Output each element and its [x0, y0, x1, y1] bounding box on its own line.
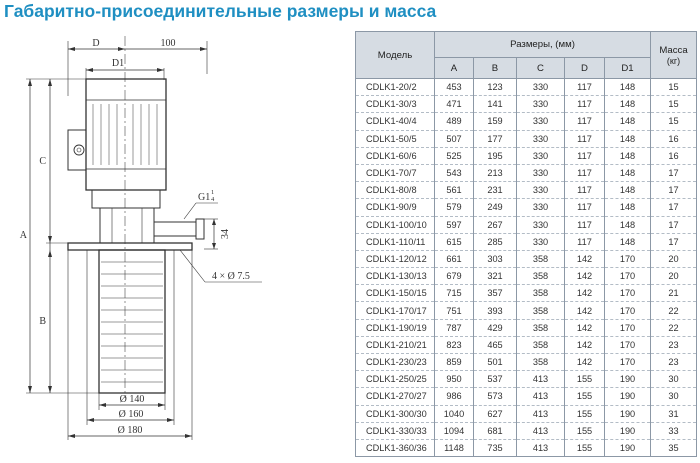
header-model: Модель	[356, 32, 435, 79]
cell-d: 155	[565, 388, 605, 405]
cell-d1: 190	[605, 439, 651, 456]
header-dimensions: Размеры, (мм)	[435, 32, 651, 58]
table-row	[356, 354, 697, 371]
cell-mass: 17	[651, 182, 697, 199]
cell-b: 357	[474, 285, 517, 302]
cell-a: 471	[435, 96, 474, 113]
cell-c: 330	[517, 233, 565, 250]
cell-model: CDLK1-30/3	[356, 96, 435, 113]
cell-a: 751	[435, 302, 474, 319]
cell-model: CDLK1-60/6	[356, 147, 435, 164]
motor-body	[86, 79, 166, 190]
cell-mass: 17	[651, 199, 697, 216]
table-row	[356, 285, 697, 302]
cell-a: 859	[435, 354, 474, 371]
cell-d: 117	[565, 96, 605, 113]
cell-b: 177	[474, 130, 517, 147]
cell-model: CDLK1-360/36	[356, 439, 435, 456]
cell-mass: 30	[651, 371, 697, 388]
cell-d1: 170	[605, 250, 651, 267]
spec-table	[355, 31, 697, 457]
cell-model: CDLK1-70/7	[356, 164, 435, 181]
dim-label-d1: D1	[111, 58, 125, 69]
spec-table-body	[356, 79, 697, 457]
cell-d: 117	[565, 216, 605, 233]
cell-d1: 170	[605, 268, 651, 285]
outlet-pipe	[154, 222, 196, 236]
cell-a: 823	[435, 336, 474, 353]
cell-d1: 148	[605, 164, 651, 181]
dim-label-holes: 4 × Ø 7.5	[212, 271, 250, 282]
cell-d1: 170	[605, 336, 651, 353]
table-row	[356, 130, 697, 147]
cell-a: 787	[435, 319, 474, 336]
cell-model: CDLK1-170/17	[356, 302, 435, 319]
cell-a: 543	[435, 164, 474, 181]
cell-d: 117	[565, 182, 605, 199]
cell-a: 1094	[435, 422, 474, 439]
cell-d1: 148	[605, 130, 651, 147]
cell-c: 358	[517, 268, 565, 285]
cell-d1: 148	[605, 96, 651, 113]
table-row	[356, 164, 697, 181]
cell-mass: 15	[651, 96, 697, 113]
cell-c: 413	[517, 405, 565, 422]
cell-d1: 148	[605, 233, 651, 250]
cell-c: 358	[517, 285, 565, 302]
cell-model: CDLK1-40/4	[356, 113, 435, 130]
cell-a: 986	[435, 388, 474, 405]
header-c: C	[517, 58, 565, 79]
cell-b: 681	[474, 422, 517, 439]
cell-d1: 190	[605, 422, 651, 439]
table-row	[356, 388, 697, 405]
table-row	[356, 96, 697, 113]
cell-mass: 16	[651, 147, 697, 164]
cell-model: CDLK1-300/30	[356, 405, 435, 422]
cell-c: 358	[517, 336, 565, 353]
cell-d1: 148	[605, 147, 651, 164]
table-row	[356, 79, 697, 96]
cell-d: 142	[565, 336, 605, 353]
cell-model: CDLK1-80/8	[356, 182, 435, 199]
cell-mass: 17	[651, 216, 697, 233]
cell-d: 117	[565, 147, 605, 164]
cell-b: 537	[474, 371, 517, 388]
cell-d1: 148	[605, 216, 651, 233]
table-row	[356, 371, 697, 388]
cell-c: 358	[517, 354, 565, 371]
cell-b: 393	[474, 302, 517, 319]
cell-model: CDLK1-100/10	[356, 216, 435, 233]
dim-label-d: D	[92, 38, 100, 49]
cell-d: 117	[565, 113, 605, 130]
cell-c: 358	[517, 250, 565, 267]
cell-d1: 170	[605, 302, 651, 319]
cell-model: CDLK1-90/9	[356, 199, 435, 216]
table-row	[356, 182, 697, 199]
cell-mass: 35	[651, 439, 697, 456]
cell-b: 321	[474, 268, 517, 285]
cell-d: 117	[565, 164, 605, 181]
cell-a: 597	[435, 216, 474, 233]
table-row	[356, 302, 697, 319]
dim-label-a: A	[19, 230, 27, 241]
cell-mass: 17	[651, 233, 697, 250]
table-row	[356, 268, 697, 285]
table-row	[356, 439, 697, 456]
table-row	[356, 319, 697, 336]
cell-b: 735	[474, 439, 517, 456]
table-row	[356, 405, 697, 422]
cell-c: 330	[517, 96, 565, 113]
mounting-flange	[68, 243, 192, 250]
cell-d: 142	[565, 354, 605, 371]
cell-d1: 148	[605, 199, 651, 216]
cell-d: 142	[565, 285, 605, 302]
cell-a: 950	[435, 371, 474, 388]
cell-b: 465	[474, 336, 517, 353]
table-row	[356, 250, 697, 267]
cell-a: 561	[435, 182, 474, 199]
cell-a: 715	[435, 285, 474, 302]
cell-mass: 21	[651, 285, 697, 302]
page-title: Габаритно-присоединительные размеры и масса	[4, 1, 437, 21]
cell-b: 573	[474, 388, 517, 405]
cell-mass: 23	[651, 354, 697, 371]
header-a: A	[435, 58, 474, 79]
dim-label-b: B	[39, 316, 46, 327]
cell-a: 507	[435, 130, 474, 147]
cell-model: CDLK1-120/12	[356, 250, 435, 267]
table-row	[356, 113, 697, 130]
cell-b: 429	[474, 319, 517, 336]
cell-mass: 22	[651, 319, 697, 336]
cell-model: CDLK1-230/23	[356, 354, 435, 371]
cell-c: 358	[517, 302, 565, 319]
cell-a: 1040	[435, 405, 474, 422]
cell-d: 155	[565, 422, 605, 439]
table-row	[356, 233, 697, 250]
cell-d: 155	[565, 371, 605, 388]
cell-b: 267	[474, 216, 517, 233]
cell-a: 615	[435, 233, 474, 250]
cell-d1: 148	[605, 182, 651, 199]
dim-label-g: G1	[198, 192, 211, 203]
dim-label-160: Ø 160	[118, 409, 144, 420]
cell-d: 142	[565, 302, 605, 319]
cell-c: 330	[517, 199, 565, 216]
cell-model: CDLK1-210/21	[356, 336, 435, 353]
cell-a: 489	[435, 113, 474, 130]
motor-flange	[92, 190, 160, 208]
dim-label-100: 100	[160, 38, 176, 49]
cell-c: 330	[517, 147, 565, 164]
cell-d: 142	[565, 319, 605, 336]
header-d1: D1	[605, 58, 651, 79]
cell-c: 330	[517, 216, 565, 233]
cell-c: 330	[517, 113, 565, 130]
cell-a: 679	[435, 268, 474, 285]
cell-mass: 33	[651, 422, 697, 439]
cell-b: 195	[474, 147, 517, 164]
dim-label-180: Ø 180	[117, 425, 143, 436]
cell-d: 155	[565, 405, 605, 422]
cell-c: 330	[517, 130, 565, 147]
cell-a: 525	[435, 147, 474, 164]
cell-a: 579	[435, 199, 474, 216]
cell-c: 413	[517, 439, 565, 456]
dim-label-140: Ø 140	[119, 394, 145, 405]
cell-b: 213	[474, 164, 517, 181]
cell-model: CDLK1-270/27	[356, 388, 435, 405]
cell-mass: 22	[651, 302, 697, 319]
cell-d: 142	[565, 250, 605, 267]
cell-a: 661	[435, 250, 474, 267]
cell-mass: 15	[651, 113, 697, 130]
dim-label-g-den: 4	[211, 196, 215, 203]
cell-mass: 30	[651, 388, 697, 405]
header-mass-label: Масса	[659, 44, 688, 56]
cell-d1: 190	[605, 371, 651, 388]
pump-body	[99, 250, 165, 393]
cell-model: CDLK1-130/13	[356, 268, 435, 285]
table-row	[356, 216, 697, 233]
cell-d1: 170	[605, 319, 651, 336]
cell-model: CDLK1-330/33	[356, 422, 435, 439]
cell-d: 117	[565, 233, 605, 250]
cell-d1: 190	[605, 405, 651, 422]
dim-label-c: C	[39, 156, 46, 167]
cell-c: 330	[517, 164, 565, 181]
header-d: D	[565, 58, 605, 79]
table-row	[356, 336, 697, 353]
cell-mass: 20	[651, 268, 697, 285]
table-row	[356, 147, 697, 164]
cell-d1: 190	[605, 388, 651, 405]
cell-d: 117	[565, 130, 605, 147]
cell-model: CDLK1-190/19	[356, 319, 435, 336]
pump-head	[100, 208, 154, 243]
cell-c: 413	[517, 388, 565, 405]
cell-model: CDLK1-20/2	[356, 79, 435, 96]
cell-b: 501	[474, 354, 517, 371]
cell-b: 231	[474, 182, 517, 199]
cell-a: 1148	[435, 439, 474, 456]
cell-b: 123	[474, 79, 517, 96]
cell-b: 285	[474, 233, 517, 250]
cell-b: 159	[474, 113, 517, 130]
cell-a: 453	[435, 79, 474, 96]
cell-mass: 17	[651, 164, 697, 181]
cell-mass: 31	[651, 405, 697, 422]
cell-model: CDLK1-110/11	[356, 233, 435, 250]
cell-b: 249	[474, 199, 517, 216]
cell-model: CDLK1-150/15	[356, 285, 435, 302]
cell-d1: 148	[605, 79, 651, 96]
cell-b: 303	[474, 250, 517, 267]
cell-c: 330	[517, 79, 565, 96]
cell-c: 413	[517, 422, 565, 439]
cell-c: 330	[517, 182, 565, 199]
cell-c: 358	[517, 319, 565, 336]
cell-b: 627	[474, 405, 517, 422]
cell-d1: 170	[605, 285, 651, 302]
cell-mass: 23	[651, 336, 697, 353]
cell-mass: 20	[651, 250, 697, 267]
cell-model: CDLK1-50/5	[356, 130, 435, 147]
header-mass-unit: (кг)	[666, 55, 681, 66]
cell-mass: 15	[651, 79, 697, 96]
header-mass	[651, 32, 697, 79]
cell-b: 141	[474, 96, 517, 113]
cell-mass: 16	[651, 130, 697, 147]
cell-d1: 170	[605, 354, 651, 371]
dim-label-g-num: 1	[211, 189, 215, 196]
cable-gland	[74, 145, 84, 155]
cell-d: 142	[565, 268, 605, 285]
cell-c: 413	[517, 371, 565, 388]
header-b: B	[474, 58, 517, 79]
table-row	[356, 422, 697, 439]
cell-d: 117	[565, 199, 605, 216]
cell-model: CDLK1-250/25	[356, 371, 435, 388]
cell-d: 117	[565, 79, 605, 96]
table-row	[356, 199, 697, 216]
cell-d1: 148	[605, 113, 651, 130]
cell-d: 155	[565, 439, 605, 456]
dim-label-34: 34	[220, 229, 231, 239]
